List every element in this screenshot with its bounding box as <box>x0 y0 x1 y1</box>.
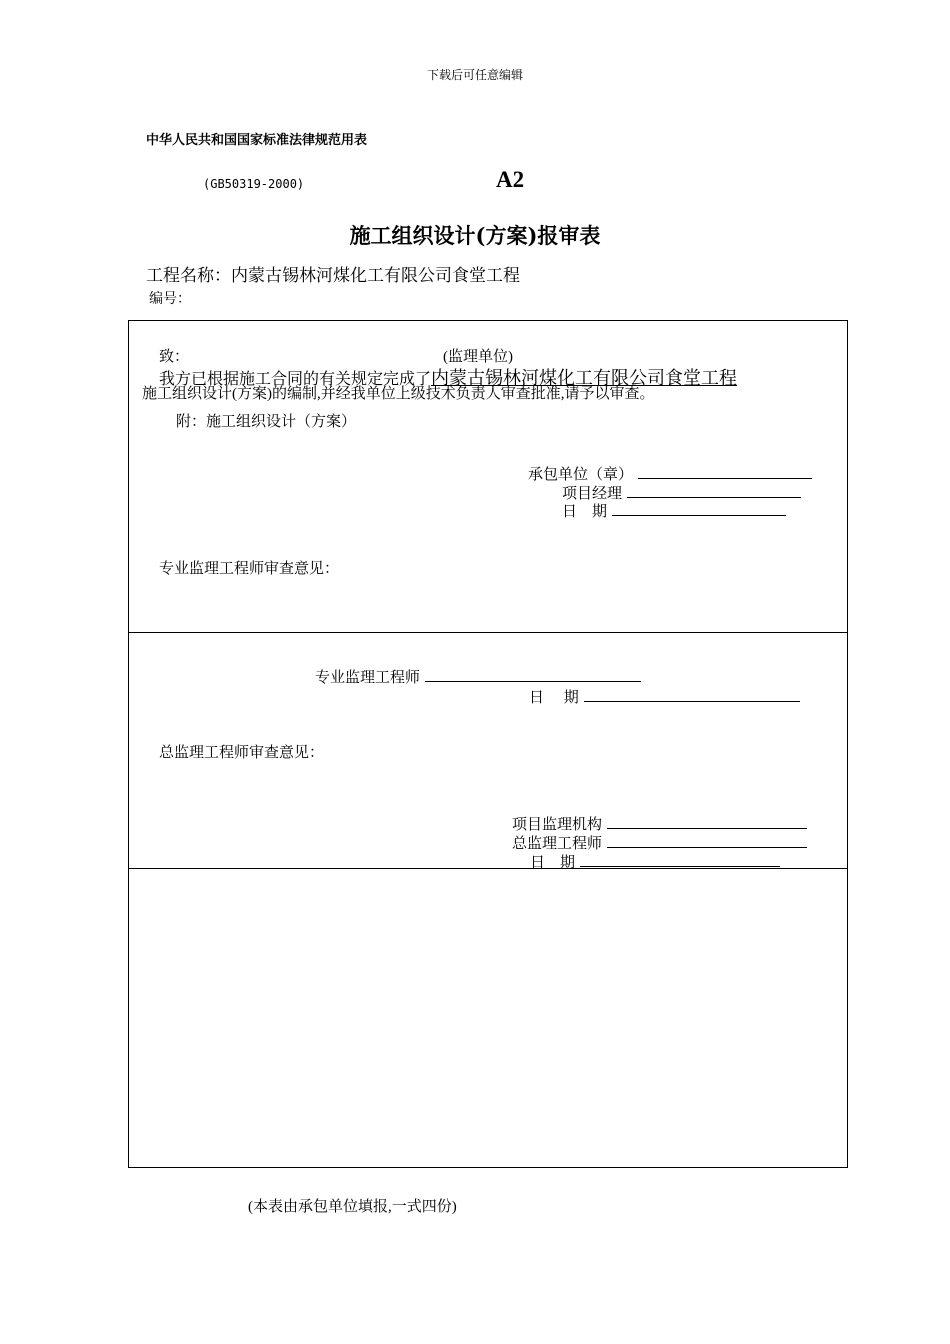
chief-opinion-label: 总监理工程师审查意见： <box>159 743 325 761</box>
attachment-line: 附：施工组织设计（方案） <box>176 412 357 430</box>
standard-title: 中华人民共和国国家标准法律规范用表 <box>146 133 368 148</box>
project-label: 工程名称： <box>146 266 231 286</box>
chief-signature-line[interactable] <box>607 833 807 848</box>
body-line-2: 施工组织设计(方案)的编制,并经我单位上级技术负责人审查批准,请予以审查。 <box>142 386 655 402</box>
standard-code: (GB50319-2000) <box>203 177 305 191</box>
form-code: A2 <box>496 167 525 192</box>
engineer-signature-line[interactable] <box>425 667 641 682</box>
date-label-2: 日 期 <box>529 688 579 706</box>
date-row-1 <box>562 500 786 521</box>
contractor-signature-line[interactable] <box>638 464 812 479</box>
chief-signature-row <box>512 832 807 853</box>
date-line-1[interactable] <box>612 501 786 516</box>
form-title: 施工组织设计(方案)报审表 <box>349 223 601 248</box>
org-label: 项目监理机构 <box>512 815 603 833</box>
number-label: 编号： <box>149 291 191 307</box>
date-line-3[interactable] <box>580 852 780 867</box>
date-line-2[interactable] <box>584 687 800 702</box>
body-prefix: 我方已根据施工合同的有关规定完成了 <box>159 371 432 388</box>
org-signature-line[interactable] <box>607 814 807 829</box>
project-name: 内蒙古锡林河煤化工有限公司食堂工程 <box>231 266 520 286</box>
engineer-signature-row <box>315 666 641 687</box>
manager-signature-line[interactable] <box>627 483 801 498</box>
remarks-section <box>128 868 848 1168</box>
contractor-label: 承包单位（章） <box>528 465 634 483</box>
engineer-label: 专业监理工程师 <box>315 668 421 686</box>
to-label: 致： <box>159 347 190 365</box>
supervisor-unit-label: (监理单位) <box>443 349 513 365</box>
footer-note: (本表由承包单位填报,一式四份) <box>248 1199 457 1215</box>
contractor-signature-row <box>528 463 812 484</box>
org-signature-row <box>512 813 807 834</box>
manager-label: 项目经理 <box>562 484 623 502</box>
date-row-2 <box>529 686 800 707</box>
project-name-line <box>146 261 520 286</box>
date-label-3: 日 期 <box>530 853 576 871</box>
header-note: 下载后可任意编辑 <box>426 68 523 82</box>
date-label-1: 日 期 <box>562 502 608 520</box>
engineer-opinion-label: 专业监理工程师审查意见： <box>159 559 340 577</box>
chief-label: 总监理工程师 <box>512 834 603 852</box>
body-project-name: 内蒙古锡林河煤化工有限公司食堂工程 <box>431 368 738 388</box>
